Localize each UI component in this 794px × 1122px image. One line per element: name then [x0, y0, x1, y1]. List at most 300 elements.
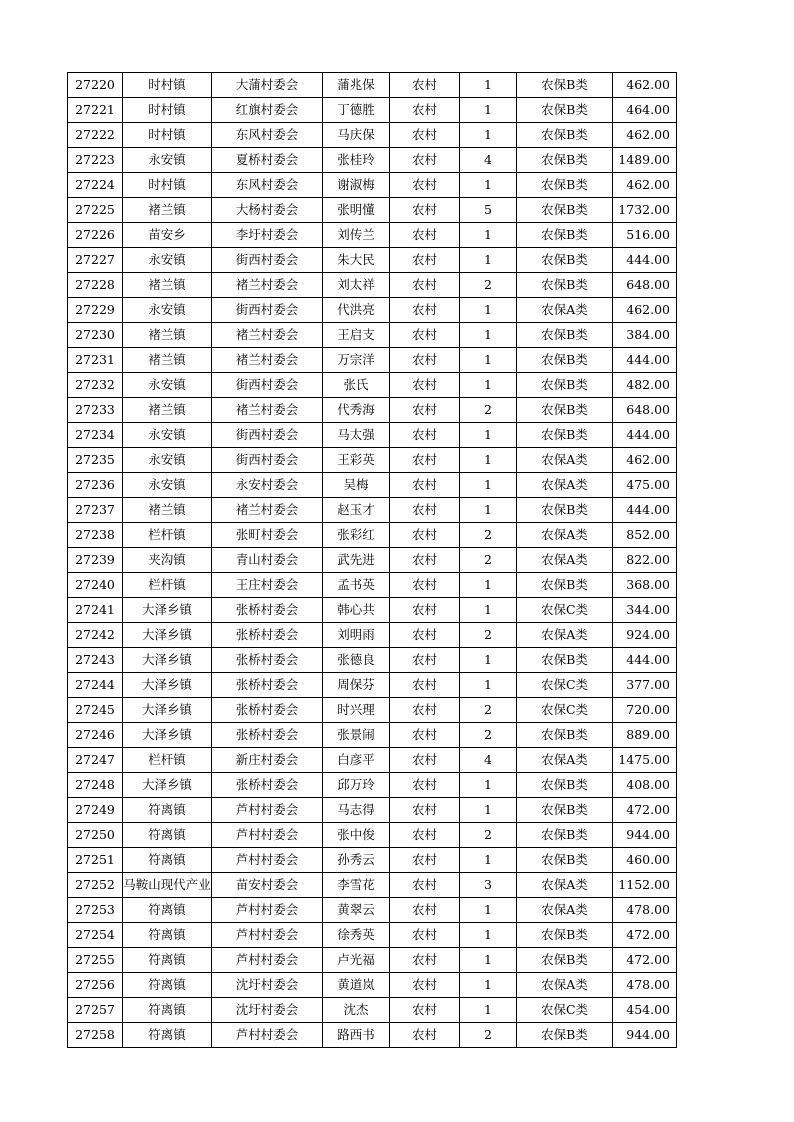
- area-cell: 农村: [390, 523, 460, 548]
- town-cell: 苗安乡: [123, 223, 212, 248]
- town-cell: 符离镇: [123, 948, 212, 973]
- table-row: [68, 423, 677, 448]
- area-cell: 农村: [390, 398, 460, 423]
- category-cell: 农保B类: [517, 948, 613, 973]
- category-cell: 农保A类: [517, 973, 613, 998]
- name-cell: 马太强: [323, 423, 390, 448]
- village-cell: 褚兰村委会: [212, 398, 323, 423]
- village-cell: 街西村委会: [212, 423, 323, 448]
- town-cell: 永安镇: [123, 473, 212, 498]
- village-cell: 沈圩村委会: [212, 998, 323, 1023]
- village-cell: 青山村委会: [212, 548, 323, 573]
- village-cell: 芦村村委会: [212, 823, 323, 848]
- table-row: [68, 548, 677, 573]
- amount-cell: 368.00: [613, 573, 677, 598]
- name-cell: 周保芬: [323, 673, 390, 698]
- village-cell: 新庄村委会: [212, 748, 323, 773]
- village-cell: 红旗村委会: [212, 98, 323, 123]
- village-cell: 大杨村委会: [212, 198, 323, 223]
- category-cell: 农保A类: [517, 748, 613, 773]
- table-row: [68, 923, 677, 948]
- amount-cell: 444.00: [613, 648, 677, 673]
- record-id-cell: 27230: [68, 323, 123, 348]
- table-row: [68, 473, 677, 498]
- household-count-cell: 1: [460, 923, 517, 948]
- category-cell: 农保B类: [517, 923, 613, 948]
- category-cell: 农保B类: [517, 848, 613, 873]
- area-cell: 农村: [390, 273, 460, 298]
- category-cell: 农保A类: [517, 898, 613, 923]
- name-cell: 张氏: [323, 373, 390, 398]
- category-cell: 农保B类: [517, 273, 613, 298]
- category-cell: 农保A类: [517, 548, 613, 573]
- amount-cell: 720.00: [613, 698, 677, 723]
- town-cell: 永安镇: [123, 423, 212, 448]
- area-cell: 农村: [390, 498, 460, 523]
- category-cell: 农保B类: [517, 723, 613, 748]
- name-cell: 王启支: [323, 323, 390, 348]
- table-row: [68, 398, 677, 423]
- household-count-cell: 1: [460, 798, 517, 823]
- amount-cell: 444.00: [613, 423, 677, 448]
- village-cell: 大蒲村委会: [212, 73, 323, 98]
- amount-cell: 1152.00: [613, 873, 677, 898]
- town-cell: 符离镇: [123, 798, 212, 823]
- household-count-cell: 1: [460, 998, 517, 1023]
- household-count-cell: 1: [460, 98, 517, 123]
- category-cell: 农保B类: [517, 423, 613, 448]
- town-cell: 符离镇: [123, 998, 212, 1023]
- amount-cell: 384.00: [613, 323, 677, 348]
- area-cell: 农村: [390, 773, 460, 798]
- village-cell: 张桥村委会: [212, 698, 323, 723]
- household-count-cell: 1: [460, 348, 517, 373]
- table-row: [68, 248, 677, 273]
- category-cell: 农保B类: [517, 73, 613, 98]
- record-id-cell: 27240: [68, 573, 123, 598]
- table-row: [68, 898, 677, 923]
- name-cell: 王彩英: [323, 448, 390, 473]
- category-cell: 农保C类: [517, 598, 613, 623]
- category-cell: 农保C类: [517, 698, 613, 723]
- category-cell: 农保B类: [517, 573, 613, 598]
- name-cell: 孙秀云: [323, 848, 390, 873]
- record-id-cell: 27237: [68, 498, 123, 523]
- record-id-cell: 27257: [68, 998, 123, 1023]
- village-cell: 张桥村委会: [212, 773, 323, 798]
- town-cell: 褚兰镇: [123, 498, 212, 523]
- household-count-cell: 1: [460, 248, 517, 273]
- household-count-cell: 4: [460, 148, 517, 173]
- amount-cell: 472.00: [613, 923, 677, 948]
- village-cell: 芦村村委会: [212, 848, 323, 873]
- category-cell: 农保B类: [517, 348, 613, 373]
- amount-cell: 889.00: [613, 723, 677, 748]
- area-cell: 农村: [390, 198, 460, 223]
- household-count-cell: 1: [460, 298, 517, 323]
- category-cell: 农保A类: [517, 873, 613, 898]
- household-count-cell: 3: [460, 873, 517, 898]
- amount-cell: 472.00: [613, 948, 677, 973]
- town-cell: 大泽乡镇: [123, 673, 212, 698]
- category-cell: 农保A类: [517, 523, 613, 548]
- household-count-cell: 1: [460, 123, 517, 148]
- area-cell: 农村: [390, 98, 460, 123]
- record-id-cell: 27255: [68, 948, 123, 973]
- table-row: [68, 873, 677, 898]
- category-cell: 农保B类: [517, 648, 613, 673]
- record-id-cell: 27226: [68, 223, 123, 248]
- town-cell: 时村镇: [123, 73, 212, 98]
- village-cell: 李圩村委会: [212, 223, 323, 248]
- name-cell: 代洪亮: [323, 298, 390, 323]
- record-id-cell: 27227: [68, 248, 123, 273]
- table-body: [68, 73, 677, 1048]
- area-cell: 农村: [390, 573, 460, 598]
- category-cell: 农保B类: [517, 148, 613, 173]
- record-id-cell: 27233: [68, 398, 123, 423]
- record-id-cell: 27239: [68, 548, 123, 573]
- village-cell: 张桥村委会: [212, 623, 323, 648]
- town-cell: 永安镇: [123, 373, 212, 398]
- name-cell: 马庆保: [323, 123, 390, 148]
- record-id-cell: 27228: [68, 273, 123, 298]
- town-cell: 大泽乡镇: [123, 723, 212, 748]
- name-cell: 万宗洋: [323, 348, 390, 373]
- village-cell: 张桥村委会: [212, 673, 323, 698]
- table-row: [68, 698, 677, 723]
- area-cell: 农村: [390, 723, 460, 748]
- record-id-cell: 27232: [68, 373, 123, 398]
- area-cell: 农村: [390, 923, 460, 948]
- town-cell: 夹沟镇: [123, 548, 212, 573]
- amount-cell: 462.00: [613, 73, 677, 98]
- village-cell: 王庄村委会: [212, 573, 323, 598]
- amount-cell: 478.00: [613, 973, 677, 998]
- name-cell: 韩心共: [323, 598, 390, 623]
- record-id-cell: 27256: [68, 973, 123, 998]
- record-id-cell: 27222: [68, 123, 123, 148]
- area-cell: 农村: [390, 548, 460, 573]
- amount-cell: 444.00: [613, 498, 677, 523]
- village-cell: 永安村委会: [212, 473, 323, 498]
- table-row: [68, 123, 677, 148]
- table-row: [68, 798, 677, 823]
- record-id-cell: 27220: [68, 73, 123, 98]
- household-count-cell: 2: [460, 823, 517, 848]
- table-row: [68, 298, 677, 323]
- amount-cell: 822.00: [613, 548, 677, 573]
- town-cell: 时村镇: [123, 173, 212, 198]
- table-row: [68, 948, 677, 973]
- amount-cell: 344.00: [613, 598, 677, 623]
- name-cell: 张明懂: [323, 198, 390, 223]
- town-cell: 符离镇: [123, 848, 212, 873]
- table-row: [68, 723, 677, 748]
- table-row: [68, 673, 677, 698]
- area-cell: 农村: [390, 798, 460, 823]
- amount-cell: 462.00: [613, 298, 677, 323]
- category-cell: 农保B类: [517, 173, 613, 198]
- household-count-cell: 1: [460, 73, 517, 98]
- name-cell: 时兴理: [323, 698, 390, 723]
- amount-cell: 475.00: [613, 473, 677, 498]
- area-cell: 农村: [390, 648, 460, 673]
- category-cell: 农保B类: [517, 823, 613, 848]
- village-cell: 张桥村委会: [212, 598, 323, 623]
- area-cell: 农村: [390, 873, 460, 898]
- amount-cell: 944.00: [613, 1023, 677, 1048]
- record-id-cell: 27242: [68, 623, 123, 648]
- record-id-cell: 27223: [68, 148, 123, 173]
- area-cell: 农村: [390, 598, 460, 623]
- name-cell: 张德良: [323, 648, 390, 673]
- name-cell: 朱大民: [323, 248, 390, 273]
- town-cell: 大泽乡镇: [123, 698, 212, 723]
- village-cell: 张桥村委会: [212, 723, 323, 748]
- town-cell: 符离镇: [123, 823, 212, 848]
- name-cell: 刘明雨: [323, 623, 390, 648]
- area-cell: 农村: [390, 698, 460, 723]
- table-row: [68, 848, 677, 873]
- category-cell: 农保B类: [517, 773, 613, 798]
- category-cell: 农保A类: [517, 448, 613, 473]
- town-cell: 大泽乡镇: [123, 773, 212, 798]
- village-cell: 街西村委会: [212, 373, 323, 398]
- record-id-cell: 27235: [68, 448, 123, 473]
- household-count-cell: 1: [460, 223, 517, 248]
- amount-cell: 462.00: [613, 448, 677, 473]
- household-count-cell: 1: [460, 498, 517, 523]
- name-cell: 赵玉才: [323, 498, 390, 523]
- table-row: [68, 773, 677, 798]
- village-cell: 东风村委会: [212, 123, 323, 148]
- household-count-cell: 1: [460, 373, 517, 398]
- town-cell: 大泽乡镇: [123, 623, 212, 648]
- category-cell: 农保B类: [517, 323, 613, 348]
- amount-cell: 1475.00: [613, 748, 677, 773]
- table-row: [68, 623, 677, 648]
- town-cell: 时村镇: [123, 98, 212, 123]
- village-cell: 褚兰村委会: [212, 498, 323, 523]
- household-count-cell: 1: [460, 448, 517, 473]
- table-row: [68, 273, 677, 298]
- area-cell: 农村: [390, 148, 460, 173]
- amount-cell: 516.00: [613, 223, 677, 248]
- area-cell: 农村: [390, 748, 460, 773]
- amount-cell: 444.00: [613, 248, 677, 273]
- amount-cell: 462.00: [613, 173, 677, 198]
- household-count-cell: 2: [460, 698, 517, 723]
- record-id-cell: 27231: [68, 348, 123, 373]
- table-row: [68, 823, 677, 848]
- record-id-cell: 27243: [68, 648, 123, 673]
- name-cell: 代秀海: [323, 398, 390, 423]
- town-cell: 褚兰镇: [123, 273, 212, 298]
- town-cell: 永安镇: [123, 298, 212, 323]
- name-cell: 武先进: [323, 548, 390, 573]
- table-row: [68, 73, 677, 98]
- household-count-cell: 1: [460, 848, 517, 873]
- record-id-cell: 27244: [68, 673, 123, 698]
- amount-cell: 462.00: [613, 123, 677, 148]
- town-cell: 褚兰镇: [123, 198, 212, 223]
- name-cell: 张桂玲: [323, 148, 390, 173]
- record-id-cell: 27250: [68, 823, 123, 848]
- area-cell: 农村: [390, 1023, 460, 1048]
- category-cell: 农保C类: [517, 673, 613, 698]
- town-cell: 符离镇: [123, 898, 212, 923]
- village-cell: 街西村委会: [212, 298, 323, 323]
- area-cell: 农村: [390, 848, 460, 873]
- area-cell: 农村: [390, 948, 460, 973]
- table-row: [68, 198, 677, 223]
- village-cell: 沈圩村委会: [212, 973, 323, 998]
- table-row: [68, 448, 677, 473]
- category-cell: 农保B类: [517, 1023, 613, 1048]
- village-cell: 夏桥村委会: [212, 148, 323, 173]
- record-id-cell: 27249: [68, 798, 123, 823]
- category-cell: 农保B类: [517, 123, 613, 148]
- amount-cell: 464.00: [613, 98, 677, 123]
- area-cell: 农村: [390, 448, 460, 473]
- village-cell: 芦村村委会: [212, 923, 323, 948]
- table-row: [68, 173, 677, 198]
- table-row: [68, 973, 677, 998]
- village-cell: 东风村委会: [212, 173, 323, 198]
- area-cell: 农村: [390, 623, 460, 648]
- village-cell: 褚兰村委会: [212, 273, 323, 298]
- town-cell: 褚兰镇: [123, 323, 212, 348]
- household-count-cell: 1: [460, 898, 517, 923]
- record-id-cell: 27252: [68, 873, 123, 898]
- amount-cell: 482.00: [613, 373, 677, 398]
- town-cell: 永安镇: [123, 448, 212, 473]
- record-id-cell: 27241: [68, 598, 123, 623]
- town-cell: 栏杆镇: [123, 748, 212, 773]
- table-row: [68, 998, 677, 1023]
- town-cell: 永安镇: [123, 248, 212, 273]
- area-cell: 农村: [390, 998, 460, 1023]
- amount-cell: 924.00: [613, 623, 677, 648]
- name-cell: 黄翠云: [323, 898, 390, 923]
- category-cell: 农保B类: [517, 373, 613, 398]
- village-cell: 芦村村委会: [212, 798, 323, 823]
- table-row: [68, 748, 677, 773]
- area-cell: 农村: [390, 348, 460, 373]
- amount-cell: 1732.00: [613, 198, 677, 223]
- amount-cell: 478.00: [613, 898, 677, 923]
- area-cell: 农村: [390, 248, 460, 273]
- category-cell: 农保B类: [517, 248, 613, 273]
- name-cell: 卢光福: [323, 948, 390, 973]
- table-row: [68, 98, 677, 123]
- category-cell: 农保C类: [517, 998, 613, 1023]
- table-row: [68, 523, 677, 548]
- household-count-cell: 1: [460, 598, 517, 623]
- record-id-cell: 27253: [68, 898, 123, 923]
- record-id-cell: 27224: [68, 173, 123, 198]
- category-cell: 农保B类: [517, 798, 613, 823]
- household-count-cell: 1: [460, 773, 517, 798]
- name-cell: 蒲兆保: [323, 73, 390, 98]
- amount-cell: 852.00: [613, 523, 677, 548]
- town-cell: 符离镇: [123, 1023, 212, 1048]
- village-cell: 苗安村委会: [212, 873, 323, 898]
- village-cell: 张町村委会: [212, 523, 323, 548]
- amount-cell: 377.00: [613, 673, 677, 698]
- table-row: [68, 323, 677, 348]
- category-cell: 农保B类: [517, 98, 613, 123]
- town-cell: 栏杆镇: [123, 523, 212, 548]
- record-id-cell: 27246: [68, 723, 123, 748]
- name-cell: 刘传兰: [323, 223, 390, 248]
- name-cell: 白彦平: [323, 748, 390, 773]
- household-count-cell: 1: [460, 323, 517, 348]
- record-id-cell: 27247: [68, 748, 123, 773]
- name-cell: 吴梅: [323, 473, 390, 498]
- name-cell: 马志得: [323, 798, 390, 823]
- town-cell: 永安镇: [123, 148, 212, 173]
- name-cell: 张景闹: [323, 723, 390, 748]
- record-id-cell: 27254: [68, 923, 123, 948]
- household-count-cell: 1: [460, 573, 517, 598]
- household-count-cell: 1: [460, 173, 517, 198]
- town-cell: 符离镇: [123, 923, 212, 948]
- town-cell: 褚兰镇: [123, 398, 212, 423]
- record-id-cell: 27251: [68, 848, 123, 873]
- category-cell: 农保B类: [517, 498, 613, 523]
- area-cell: 农村: [390, 323, 460, 348]
- town-cell: 褚兰镇: [123, 348, 212, 373]
- area-cell: 农村: [390, 673, 460, 698]
- table-row: [68, 373, 677, 398]
- record-id-cell: 27248: [68, 773, 123, 798]
- amount-cell: 460.00: [613, 848, 677, 873]
- table-row: [68, 148, 677, 173]
- table-row: [68, 348, 677, 373]
- village-cell: 芦村村委会: [212, 898, 323, 923]
- area-cell: 农村: [390, 173, 460, 198]
- village-cell: 街西村委会: [212, 448, 323, 473]
- amount-cell: 648.00: [613, 273, 677, 298]
- records-table: [67, 72, 677, 1048]
- table-row: [68, 223, 677, 248]
- area-cell: 农村: [390, 973, 460, 998]
- amount-cell: 454.00: [613, 998, 677, 1023]
- village-cell: 芦村村委会: [212, 1023, 323, 1048]
- household-count-cell: 1: [460, 648, 517, 673]
- area-cell: 农村: [390, 73, 460, 98]
- category-cell: 农保B类: [517, 398, 613, 423]
- record-id-cell: 27236: [68, 473, 123, 498]
- amount-cell: 1489.00: [613, 148, 677, 173]
- name-cell: 路西书: [323, 1023, 390, 1048]
- household-count-cell: 2: [460, 723, 517, 748]
- household-count-cell: 2: [460, 1023, 517, 1048]
- village-cell: 街西村委会: [212, 248, 323, 273]
- table-row: [68, 498, 677, 523]
- household-count-cell: 1: [460, 473, 517, 498]
- household-count-cell: 1: [460, 973, 517, 998]
- household-count-cell: 2: [460, 623, 517, 648]
- amount-cell: 444.00: [613, 348, 677, 373]
- name-cell: 谢淑梅: [323, 173, 390, 198]
- town-cell: 时村镇: [123, 123, 212, 148]
- area-cell: 农村: [390, 823, 460, 848]
- record-id-cell: 27258: [68, 1023, 123, 1048]
- town-cell: 符离镇: [123, 973, 212, 998]
